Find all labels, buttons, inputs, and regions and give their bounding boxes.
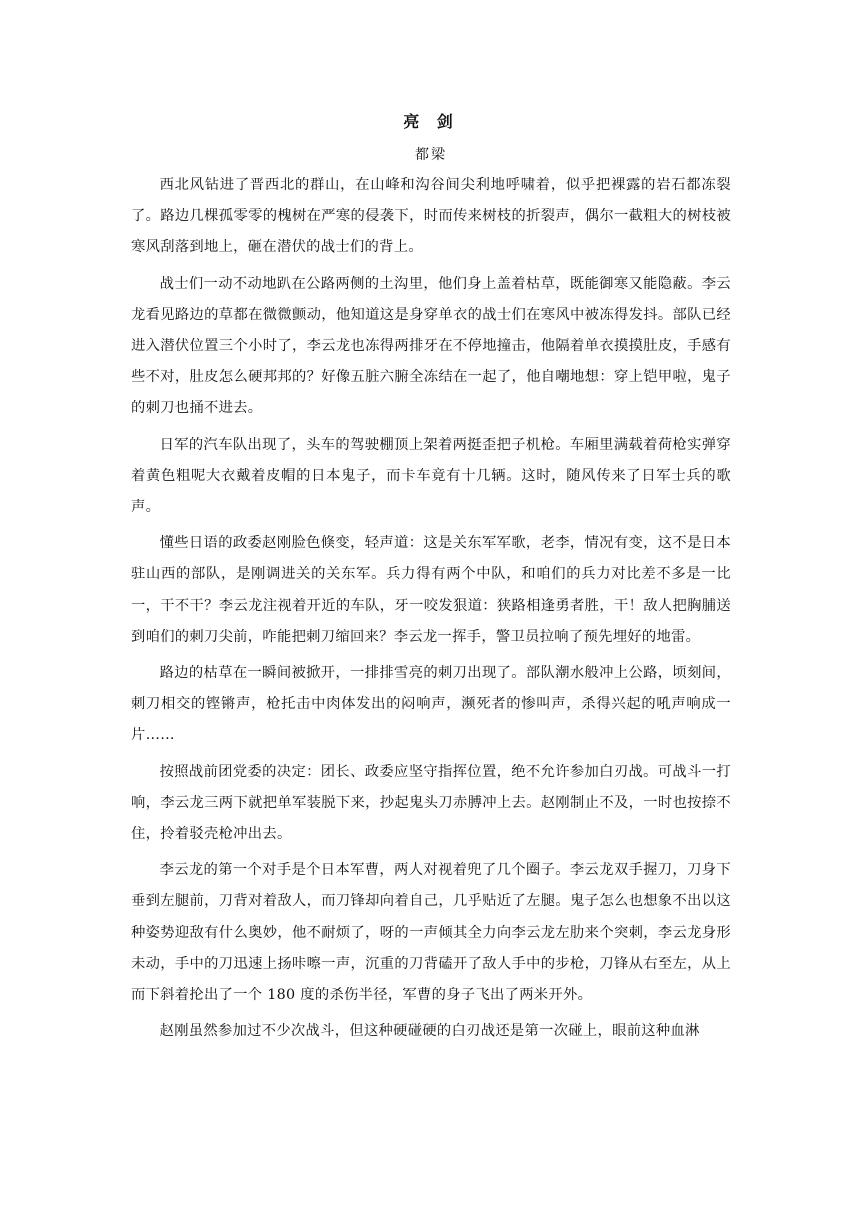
- paragraph: 西北风钻进了晋西北的群山，在山峰和沟谷间尖利地呼啸着，似乎把裸露的岩石都冻裂了。路边几棵孤零零的槐树在严寒的侵袭下，时而传来树枝的折裂声，偶尔一截粗大的树枝被寒风刮落到地上，砸在潜伏的战士们的背上。: [131, 177, 731, 256]
- paragraph: 路边的枯草在一瞬间被掀开，一排排雪亮的刺刀出现了。部队潮水般冲上公路，顷刻间，刺刀相交的铿锵声，枪托击中肉体发出的闷响声，濒死者的惨叫声，杀得兴起的吼声响成一片……: [131, 665, 731, 744]
- paragraph: 战士们一动不动地趴在公路两侧的土沟里，他们身上盖着枯草，既能御寒又能隐蔽。李云龙看见路边的草都在微微颤动，他知道这是身穿单衣的战士们在寒风中被冻得发抖。部队已经进入潜伏位置三个小时了，李云龙也冻得两排牙在不停地撞击，他隔着单衣摸摸肚皮，手感有些不对，肚皮怎么硬邦邦的？好像五脏六腑全冻结在一起了，他自嘲地想：穿上铠甲啦，鬼子的刺刀也捅不进去。: [131, 275, 731, 417]
- document-author: 都梁: [415, 147, 447, 163]
- document-title: 亮 剑: [403, 112, 459, 131]
- paragraph: 赵刚虽然参加过不少次战斗，但这种硬碰硬的白刃战还是第一次碰上，眼前这种血淋: [159, 1023, 700, 1040]
- paragraph: 日军的汽车队出现了，头车的驾驶棚顶上架着两挺歪把子机枪。车厢里满载着荷枪实弹穿着黄色粗呢大衣戴着皮帽的日本鬼子，而卡车竟有十几辆。这时，随风传来了日军士兵的歌声。: [131, 436, 731, 516]
- paragraph: 按照战前团党委的决定：团长、政委应坚守指挥位置，绝不允许参加白刃战。可战斗一打响，李云龙三两下就把单军装脱下来，抄起鬼头刀赤膊冲上去。赵刚制止不及，一时也按捺不住，拎着驳壳枪冲出去。: [131, 763, 731, 843]
- paragraph: 李云龙的第一个对手是个日本军曹，两人对视着兜了几个圈子。李云龙双手握刀，刀身下垂到左腿前，刀背对着敌人，而刀锋却向着自己，几乎贴近了左腿。鬼子怎么也想象不出以这种姿势迎敌有什么奥妙，他不耐烦了，呀的一声倾其全力向李云龙左肋来个突刺，李云龙身形未动，手中的刀迅速上扬咔嚓一声，沉重的刀背磕开了敌人手中的步枪，刀锋从右至左，从上而下斜着抡出了一个 180 度的杀伤半径，军曹的身子飞出了两米开外。: [131, 862, 731, 1004]
- document-body: [131, 110, 731, 1047]
- paragraph: 懂些日语的政委赵刚脸色倏变，轻声道：这是关东军军歌，老李，情况有变，这不是日本驻山西的部队，是刚调进关的关东军。兵力得有两个中队，和咱们的兵力对比差不多是一比一，干不干？李云龙注视着开近的车队，牙一咬发狠道：狭路相逢勇者胜，干！敌人把胸脯送到咱们的刺刀尖前，咋能把刺刀缩回来？李云龙一挥手，警卫员拉响了预先埋好的地雷。: [131, 535, 731, 645]
